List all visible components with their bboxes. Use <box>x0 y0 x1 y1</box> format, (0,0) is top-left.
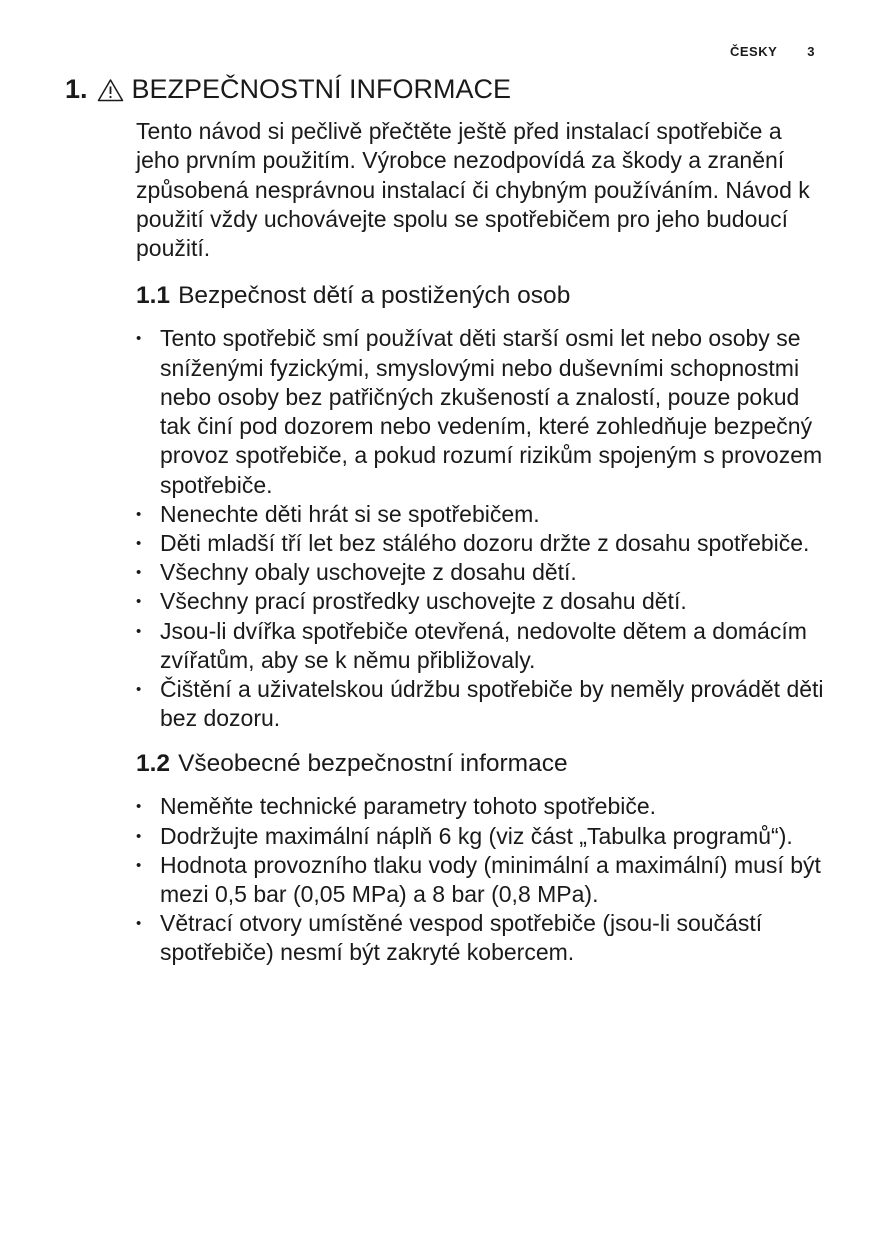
bullet-icon: • <box>136 534 142 552</box>
bullet-icon: • <box>136 564 142 582</box>
list-item <box>136 529 826 558</box>
list-item <box>136 851 826 909</box>
subsection-number: 1.1 <box>136 282 171 310</box>
list-item-text: Nenechte děti hrát si se spotřebičem. <box>160 500 540 527</box>
bullet-list-1 <box>136 324 826 733</box>
main-content <box>136 117 826 968</box>
list-item-text: Jsou-li dvířka spotřebiče otevřená, nedovolte dětem a domácím zvířatům, aby se k němu přibližovaly. <box>160 617 807 673</box>
list-item-text: Všechny prací prostředky uschovejte z dosahu dětí. <box>160 588 687 615</box>
subsection-title: Bezpečnost dětí a postižených osob <box>178 282 571 310</box>
subsection-number: 1.2 <box>136 750 171 778</box>
list-item <box>136 675 826 733</box>
intro-paragraph: Tento návod si pečlivě přečtěte ještě před instalací spotřebiče a jeho prvním použitím. Výrobce nezodpovídá za škody a zranění způsobená nesprávnou instalací či chybným používáním. Návod k použití vždy uchovávejte spolu se spotřebičem pro jeho budoucí použití. <box>136 118 810 262</box>
bullet-icon: • <box>136 915 142 933</box>
list-item <box>136 324 826 499</box>
section-title: BEZPEČNOSTNÍ INFORMACE <box>131 74 512 104</box>
bullet-icon: • <box>136 593 142 611</box>
list-item-text: Hodnota provozního tlaku vody (minimální a maximální) musí být mezi 0,5 bar (0,05 MPa) a 8 bar (0,8 MPa). <box>160 851 821 907</box>
bullet-icon: • <box>136 798 142 816</box>
bullet-icon: • <box>136 827 142 845</box>
list-item-text: Všechny obaly uschovejte z dosahu dětí. <box>160 559 577 586</box>
subsection-title: Všeobecné bezpečnostní informace <box>178 750 568 778</box>
list-item <box>136 792 826 821</box>
list-item-text: Neměňte technické parametry tohoto spotřebiče. <box>160 793 657 820</box>
bullet-icon: • <box>136 622 142 640</box>
list-item <box>136 587 826 616</box>
section-number: 1. <box>65 74 88 104</box>
warning-triangle-icon <box>97 78 124 102</box>
subsection-heading-2 <box>136 750 826 778</box>
list-item-text: Tento spotřebič smí používat děti starší osmi let nebo osoby se sníženými fyzickými, smyslovými nebo duševními schopnostmi nebo osoby bez patřičných zkušeností a znalostí, pouze pokud tak činí pod dozorem nebo vedením, které zohledňuje bezpečný provoz spotřebiče, a pokud rozumí rizikům spojeným s provozem spotřebiče. <box>160 325 823 498</box>
list-item <box>136 617 826 675</box>
section-heading <box>65 74 511 105</box>
language-label: ČESKY <box>729 44 778 59</box>
bullet-icon: • <box>136 505 142 523</box>
list-item-text: Dodržujte maximální náplň 6 kg (viz část „Tabulka programů“). <box>160 822 793 849</box>
list-item-text: Děti mladší tří let bez stálého dozoru držte z dosahu spotřebiče. <box>160 529 810 556</box>
list-item <box>136 822 826 851</box>
list-item-text: Větrací otvory umístěné vespod spotřebiče (jsou-li součástí spotřebiče) nesmí být zakryté kobercem. <box>160 910 763 966</box>
page-header <box>730 44 815 59</box>
page-number: 3 <box>807 44 815 59</box>
list-item-text: Čištění a uživatelskou údržbu spotřebiče by neměly provádět děti bez dozoru. <box>160 675 824 732</box>
subsection-heading-1 <box>136 282 826 310</box>
list-item <box>136 558 826 587</box>
bullet-icon: • <box>136 680 142 698</box>
list-item <box>136 500 826 529</box>
bullet-list-2 <box>136 792 826 967</box>
bullet-icon: • <box>136 856 142 874</box>
bullet-icon: • <box>136 330 142 348</box>
list-item <box>136 909 826 967</box>
